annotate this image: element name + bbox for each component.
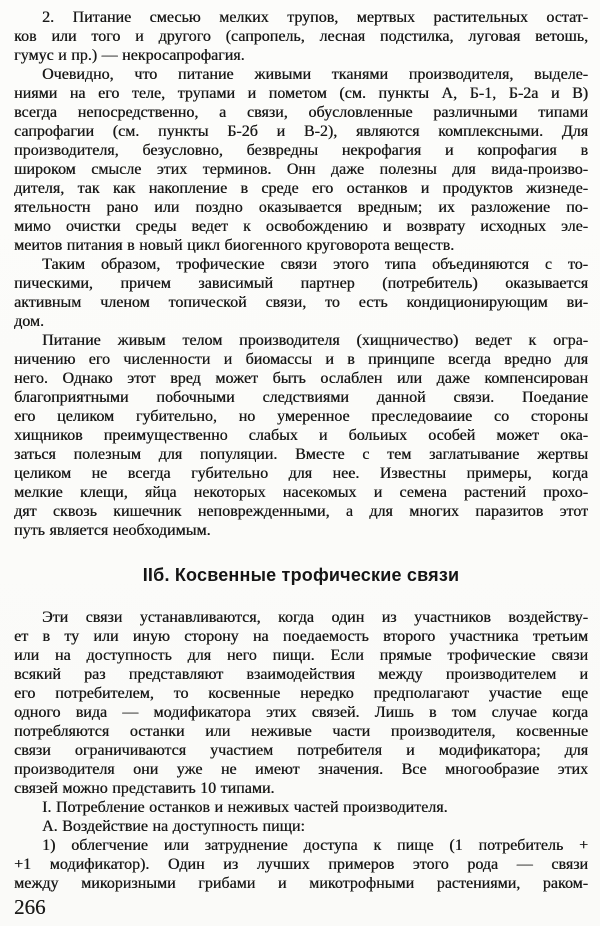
text-line: одного вида — модификатора этих связей. Лишь в том случае когда xyxy=(14,704,588,721)
list-item-line: А. Воздействие на доступность пищи: xyxy=(42,818,305,835)
text-line: него. Однако этот вред может быть ослаблен или даже компенсирован xyxy=(14,370,588,387)
text-line: сапрофагии (см. пункты Б-2б и В-2), являются комплексными. Для xyxy=(14,123,588,140)
text-line: ет в ту или иную сторону на поедаемость второго участника третьим xyxy=(14,628,588,645)
text-line: дят сквозь кишечник неповрежденными, а для многих паразитов этот xyxy=(14,503,588,520)
text-line: мелкие клещи, яйца некоторых насекомых и семена растений прохо- xyxy=(14,484,588,501)
text-line: +1 модификатор). Один из лучших примеров этого рода — связи xyxy=(14,856,588,873)
text-line: между микоризными грибами и микотрофными растениями, раком- xyxy=(14,875,588,892)
text-line: активным членом топической связи, то есть кондиционирующим ви- xyxy=(14,294,588,311)
text-line: дителя, так как накопление в среде его останков и продуктов жизнеде- xyxy=(14,180,588,197)
text-line: его потребителем, то косвенные нередко предполагают участие еще xyxy=(14,685,588,702)
text-line: ничению его численности и биомассы и в принципе всегда вредно для xyxy=(14,351,588,368)
text-line: Эти связи устанавливаются, когда один из участников воздейству- xyxy=(42,609,588,626)
text-line: заться полезным для популяции. Вместе с тем заглатывание жертвы xyxy=(14,446,588,463)
text-line: ниями на его теле, трупами и пометом (см. пункты А, Б-1, Б-2а и В) xyxy=(14,85,588,102)
text-line: связи ограничиваются участием потребителя и модификатора; для xyxy=(14,742,588,759)
text-line: путь является необходимым. xyxy=(14,522,211,539)
text-line: его целиком губительно, но умеренное преследоваиие со стороны xyxy=(14,408,588,425)
text-line: связей можно представить 10 типами. xyxy=(14,780,275,797)
text-line: всегда непосредственно, а связи, обусловленные различными типами xyxy=(14,104,588,121)
page-number: 266 xyxy=(14,895,46,919)
text-line: 2. Питание смесью мелких трупов, мертвых растительных остат- xyxy=(42,9,588,26)
text-line: или на доступность для него пищи. Если прямые трофические связи xyxy=(14,647,588,664)
section-heading: IIб. Косвенные трофические связи xyxy=(142,565,460,585)
text-line: широком смысле этих терминов. Онн даже полезны для вида-произво- xyxy=(14,161,588,178)
text-line: хищников преимущественно слабых и больиых особей может ока- xyxy=(14,427,588,444)
text-line: целиком не всегда губительно для нее. Известны примеры, когда xyxy=(14,465,588,482)
text-line: 1) облегчение или затруднение доступа к пище (1 потребитель + xyxy=(42,837,588,854)
text-line: всякий раз представляют взаимодействия между производителем и xyxy=(14,666,588,683)
text-line: ятельностн рано или поздно оказывается вредным; их разложение по- xyxy=(14,199,588,216)
text-line: потребляются останки или неживые части производителя, косвенные xyxy=(14,723,588,740)
text-line: производителя они уже не имеют значения. Все многообразие этих xyxy=(14,761,588,778)
text-line: производителя, безусловно, безвредны некрофагия и копрофагия в xyxy=(14,142,588,159)
text-line: Таким образом, трофические связи этого типа объединяются с то- xyxy=(42,256,588,273)
page-text-block xyxy=(14,8,588,893)
text-line: Очевидно, что питание живыми тканями производителя, выделе- xyxy=(42,66,588,83)
list-item-line: I. Потребление останков и неживых частей производителя. xyxy=(42,799,448,816)
text-line: гумус и пр.) — некросапрофагия. xyxy=(14,47,245,64)
text-line: благоприятными побочными следствиями данной связи. Поедание xyxy=(14,389,588,406)
text-line: ков или того и другого (сапропель, лесная подстилка, луговая ветошь, xyxy=(14,28,588,45)
text-line: мимо очистки среды ведет к освобождению и возврату исходных эле- xyxy=(14,218,588,235)
text-line: Питание живым телом производителя (хищничество) ведет к огра- xyxy=(42,332,588,349)
text-line: меитов питания в новый цикл биогенного круговорота веществ. xyxy=(14,237,455,254)
text-line: пическими, причем зависимый партнер (потребитель) оказывается xyxy=(14,275,588,292)
text-line: дом. xyxy=(14,313,44,330)
